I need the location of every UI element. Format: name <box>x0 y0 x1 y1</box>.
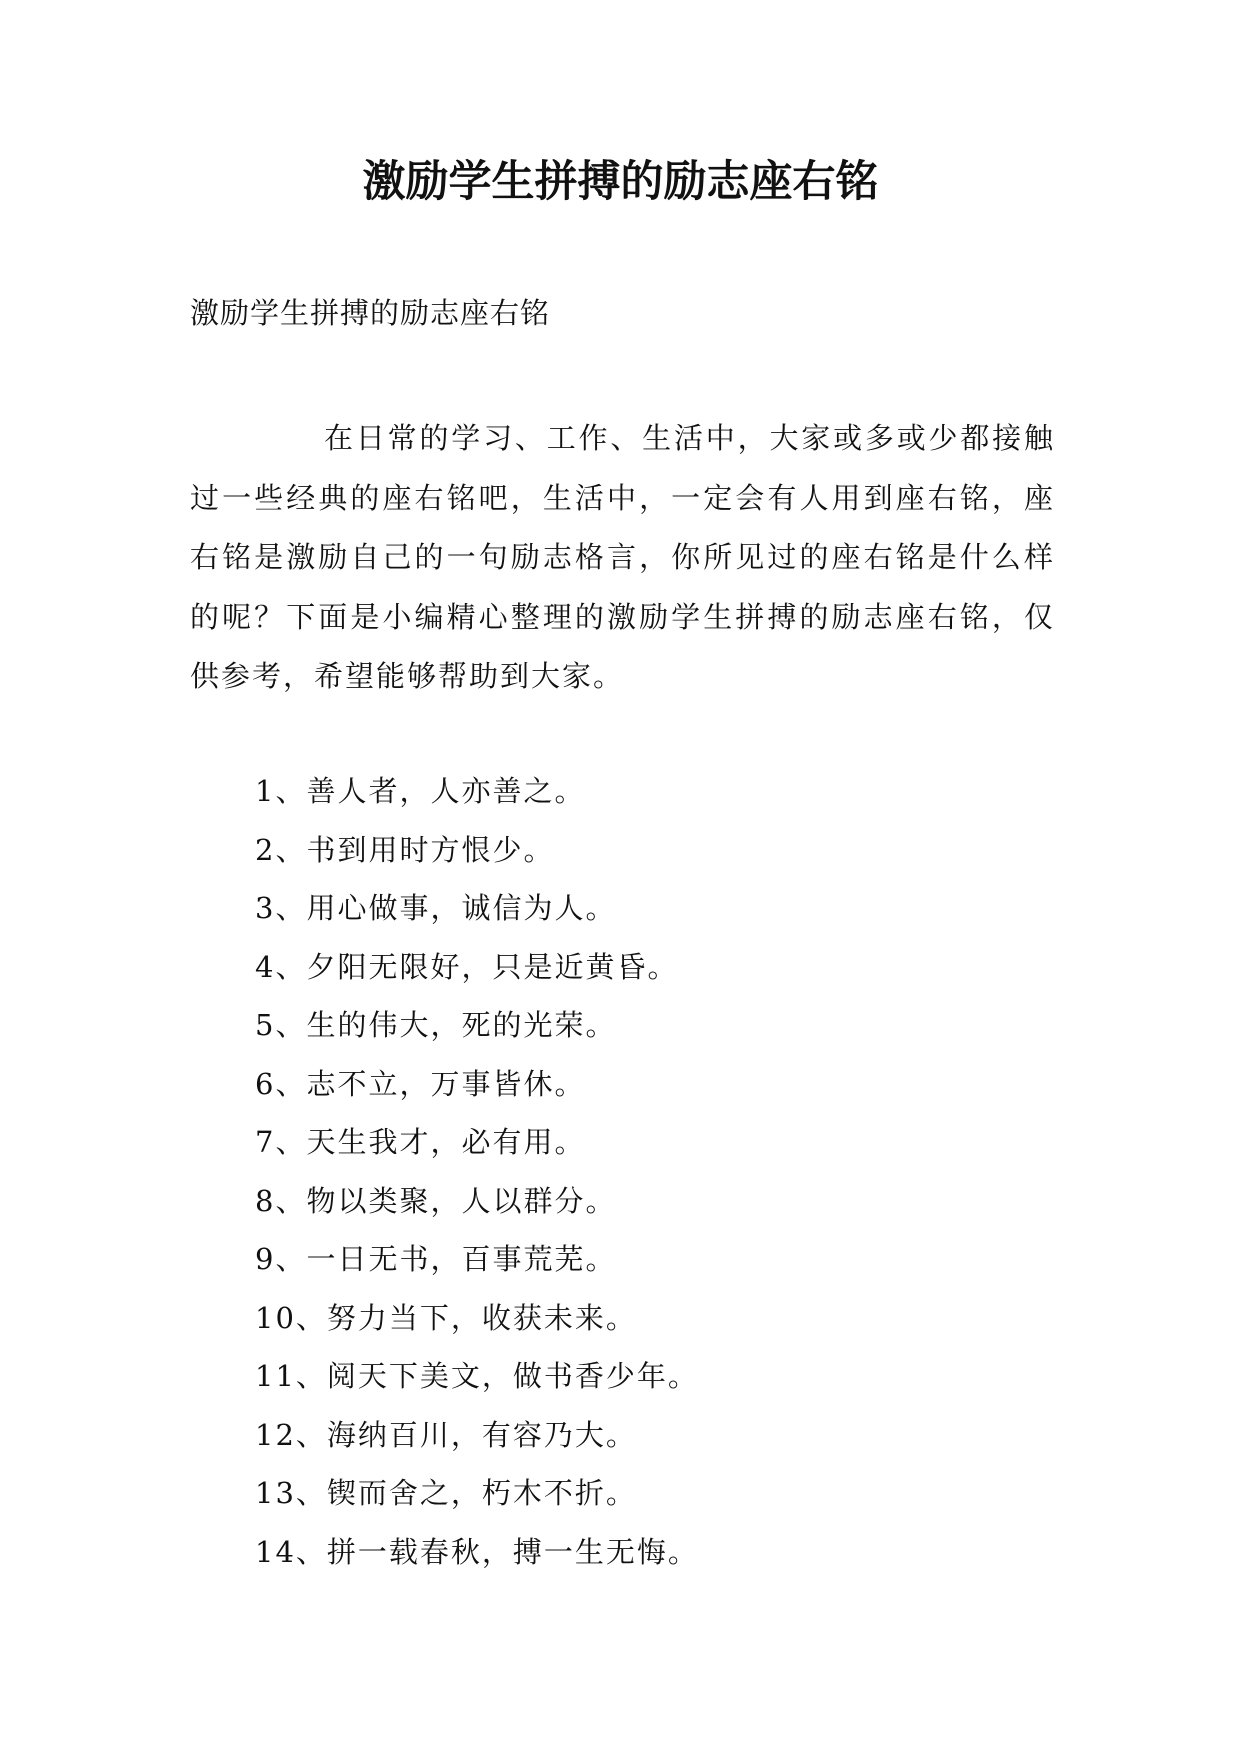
intro-paragraph: 在日常的学习、工作、生活中，大家或多或少都接触过一些经典的座右铭吧，生活中，一定会有人用到座右铭，座右铭是激励自己的一句励志格言，你所见过的座右铭是什么样的呢？下面是小编精心整理的激励学生拼搏的励志座右铭，仅供参考，希望能够帮助到大家。 <box>190 421 1055 693</box>
motto-item: 10、努力当下，收获未来。 <box>255 1300 637 1335</box>
motto-item: 6、志不立，万事皆休。 <box>255 1066 586 1101</box>
motto-item: 1、善人者，人亦善之。 <box>255 774 586 808</box>
motto-item: 4、夕阳无限好，只是近黄昏。 <box>255 949 679 984</box>
motto-item: 9、一日无书，百事荒芜。 <box>255 1242 617 1276</box>
document-subtitle: 激励学生拼搏的励志座右铭 <box>190 296 551 330</box>
motto-item: 11、阅天下美文，做书香少年。 <box>255 1359 699 1393</box>
motto-item: 3、用心做事，诚信为人。 <box>255 891 617 925</box>
motto-item: 8、物以类聚，人以群分。 <box>255 1183 617 1218</box>
motto-item: 13、锲而舍之，朽木不折。 <box>255 1476 637 1510</box>
motto-item: 2、书到用时方恨少。 <box>255 832 555 867</box>
motto-item: 7、天生我才，必有用。 <box>255 1125 586 1159</box>
motto-list <box>255 762 699 1581</box>
motto-item: 14、拼一载春秋，搏一生无悔。 <box>255 1534 699 1569</box>
motto-item: 5、生的伟大，死的光荣。 <box>255 1008 617 1042</box>
motto-item: 12、海纳百川，有容乃大。 <box>255 1417 637 1452</box>
document-title: 激励学生拼搏的励志座右铭 <box>362 157 879 207</box>
